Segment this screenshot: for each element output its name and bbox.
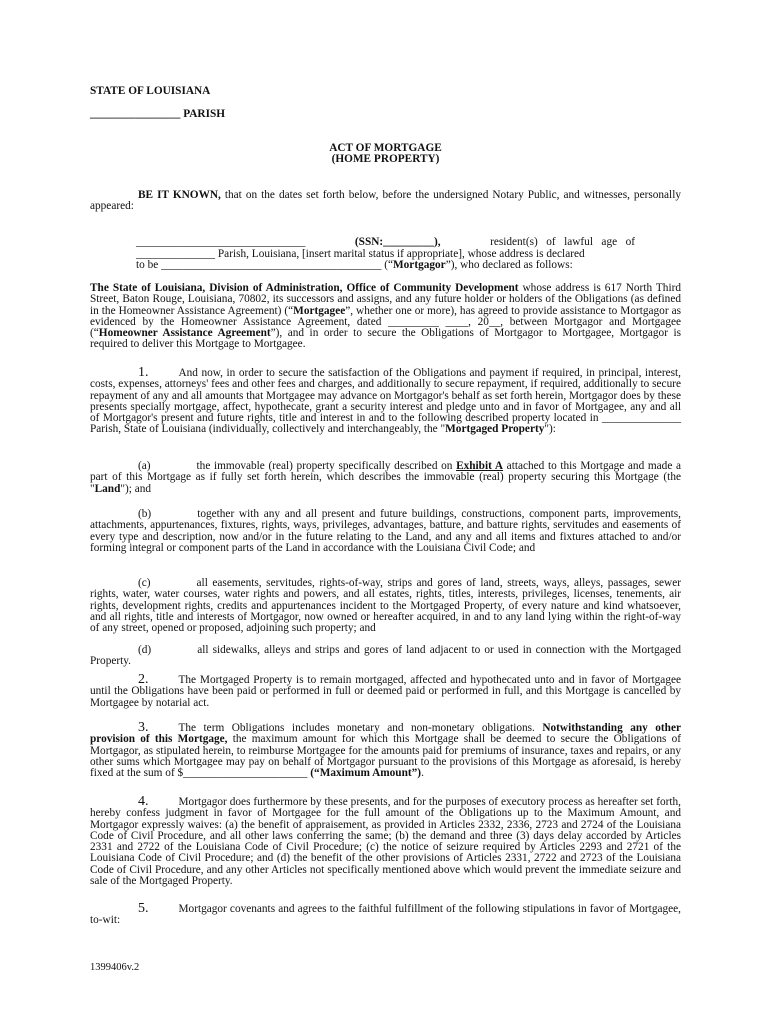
title-line-1: ACT OF MORTGAGE	[329, 142, 442, 154]
section-5	[90, 903, 681, 927]
intro-text: that on the dates set forth below, before the undersigned Notary Public, and witnesses, personally appeared:	[90, 189, 681, 213]
section-1-text: And now, in order to secure the satisfaction of the Obligations and payment if required, in principal, interest, costs, expenses, attorneys' fees and other fees and charges, and additionally to secure repayment, if required, additionally to secure repayment of any and all amounts that Mortgagee may advance on Mortgagor's behalf as set forth herein, Mortgagor does by these presents specially mortgage, affect, hypothecate, grant a security interest and pledge unto and in favor of Mortgagee, any and all of Mortgagor's present and future rights, title and interest in and to the following described property located in ______________ Parish, State of Louisiana (individually, collectively and interchangeably, the "	[90, 367, 681, 436]
clause-a-number: (a)	[138, 460, 151, 472]
section-2-text: The Mortgaged Property is to remain mortgaged, affected and hypothecated unto and in favor of Mortgagee until the Obligations have been paid or performed in full or deemed paid or performed in full, and this Mortgage is cancelled by Mortgagee by notarial act.	[90, 674, 681, 709]
mortgagee-name: The State of Louisiana, Division of Administration, Office of Community Development	[90, 282, 519, 294]
clause-c-text: all easements, servitudes, rights-of-way, strips and gores of land, streets, ways, alleys, passages, sewer rights, water, water courses, water rights and powers, and all estates, rights, titles, interests, privileges, licenses, tenements, air rights, development rights, credits and appurtenances incident to the Mortgaged Property, of every nature and kind whatsoever, and all rights, title and interests of Mortgagor, now owned or hereafter acquired, in and to any land lying within the right-of-way of any street, opened or proposed, adjoining such property; and	[90, 577, 681, 635]
intro-paragraph	[90, 190, 681, 213]
ssn-label: (SSN:_________),	[354, 236, 441, 248]
clause-b-text: together with any and all present and future buildings, constructions, component parts, improvements, attachments, appurtenances, fixtures, rights, ways, privileges, advantages, batture, and batture rights, servitudes and easements of every type and description, now and/or in the future relating to the Land, and any and all items and fixtures attached to and/or forming integral or component parts of the Land in accordance with the Louisiana Civil Code; and	[90, 508, 681, 554]
party-declared-text: ”), who declared as follows:	[445, 259, 573, 272]
maximum-amount-label: (“Maximum Amount”)	[310, 767, 422, 780]
section-1-end: "):	[544, 423, 556, 436]
section-1	[90, 367, 681, 436]
section-3-number: 3.	[138, 720, 149, 735]
party-line-2: ______________ Parish, Louisiana, [insert marital status if appropriate], whose address is declared	[136, 247, 585, 260]
section-3-text-2: the maximum amount for which this Mortgage shall be deemed to secure the Obligations of Mortgagor, as stipulated herein, to reimburse Mortgagee for the amounts paid for premiums of insurance, taxes and repairs, or any other sums which Mortgagee may pay on behalf of Mortgagor pursuant to the provisions of this Mortgage as aforesaid, is hereby fixed at the sum of $______________________	[90, 733, 681, 780]
clause-a-text-1: the immovable (real) property specifically described on	[196, 460, 457, 472]
clause-a-text-2: attached to this Mortgage and made a part of this Mortgage as if fully set forth herein, which describes the immovable (real) property securing this Mortgage (the "	[90, 460, 681, 495]
party-address-text: to be _______________________________________ (“	[136, 259, 393, 272]
party-name-blank: ______________________________	[136, 236, 306, 248]
mortgagee-paragraph	[90, 283, 681, 351]
section-4	[90, 796, 681, 887]
section-1-number: 1.	[138, 365, 149, 380]
clause-c-number: (c)	[138, 577, 151, 589]
party-appearance	[136, 237, 635, 272]
land-label: Land	[94, 482, 121, 495]
mortgagee-text-1: whose address is 617 North Third Street, Baton Rouge, Louisiana, 70802, its successors and assigns, and any future holder or holders of the Obligations (as defined in the Homeowner Assistance Agreement) (“	[90, 282, 682, 317]
mortgagee-text-3: ”), and in order to secure the Obligations of Mortgagor to Mortgagee, Mortgagor is required to deliver this Mortgage to Mortgagee.	[90, 327, 681, 351]
clause-b-number: (b)	[138, 508, 152, 520]
parish-blank: ________________	[90, 108, 181, 120]
clause-a-end: "); and	[120, 482, 152, 495]
section-5-text: Mortgagor covenants and agrees to the faithful fulfillment of the following stipulations in favor of Mortgagee, to-wit:	[90, 903, 681, 927]
title-line-2: (HOME PROPERTY)	[331, 153, 440, 166]
haa-label: Homeowner Assistance Agreement	[98, 327, 271, 340]
section-4-number: 4.	[138, 794, 149, 809]
party-line-3	[136, 260, 635, 272]
parish-heading	[90, 109, 681, 120]
section-3	[90, 722, 681, 779]
section-2	[90, 674, 681, 709]
clause-a	[90, 461, 681, 495]
clause-d	[90, 645, 681, 668]
clause-d-text: all sidewalks, alleys and strips and gores of land adjacent to or used in connection with the Mortgaged Property.	[90, 644, 681, 668]
state-heading: STATE OF LOUISIANA	[90, 85, 211, 97]
section-3-end: .	[421, 767, 424, 780]
section-5-number: 5.	[138, 901, 149, 916]
mortgagee-label: Mortgagee	[293, 304, 346, 317]
party-line-1	[136, 237, 635, 249]
parish-label: PARISH	[183, 108, 226, 120]
mortgagor-label: Mortgagor	[393, 259, 446, 272]
section-4-text: Mortgagor does furthermore by these presents, and for the purposes of executory process as hereafter set forth, hereby confess judgment in favor of Mortgagee for the full amount of the Obligations up to the Maximum Amount, and Mortgagor expressly waives: (a) the benefit of appraisement, as provided in Articles 2332, 2336, 2723 and 2724 of the Louisiana Code of Civil Procedure, and all other laws conferring the same; (b) the demand and three (3) days delay accorded by Articles 2331 and 2722 of the Louisiana Code of Civil Procedure; (c) the notice of seizure required by Articles 2293 and 2721 of the Louisiana Code of Civil Procedure; and (d) the benefit of the other provisions of Articles 2331, 2722 and 2723 of the Louisiana Code of Civil Procedure, and any other Articles not specifically mentioned above which would prevent the immediate seizure and sale of the Mortgaged Property.	[90, 796, 681, 888]
exhibit-a-link: Exhibit A	[456, 460, 504, 472]
section-3-text-1: The term Obligations includes monetary and non-monetary obligations.	[178, 722, 543, 734]
clause-b	[90, 509, 681, 554]
section-2-number: 2.	[138, 672, 149, 687]
clause-d-number: (d)	[138, 644, 152, 656]
intro-lead: BE IT KNOWN,	[138, 189, 221, 201]
section-3-bold: Notwithstanding any other provision of this Mortgage,	[90, 722, 681, 746]
mortgagee-text-2: ”, whether one or more), has agreed to provide assistance to Mortgagor as evidenced by the Homeowner Assistance Agreement, dated _________ ____, 20__, between Mortgagor and Mortgagee (“	[90, 304, 681, 340]
clause-c	[90, 578, 681, 634]
document-id: 1399406v.2	[90, 962, 140, 973]
resident-text: resident(s) of lawful age of	[490, 236, 635, 248]
document-title	[90, 143, 681, 166]
mortgaged-property-label: Mortgaged Property	[445, 423, 545, 436]
